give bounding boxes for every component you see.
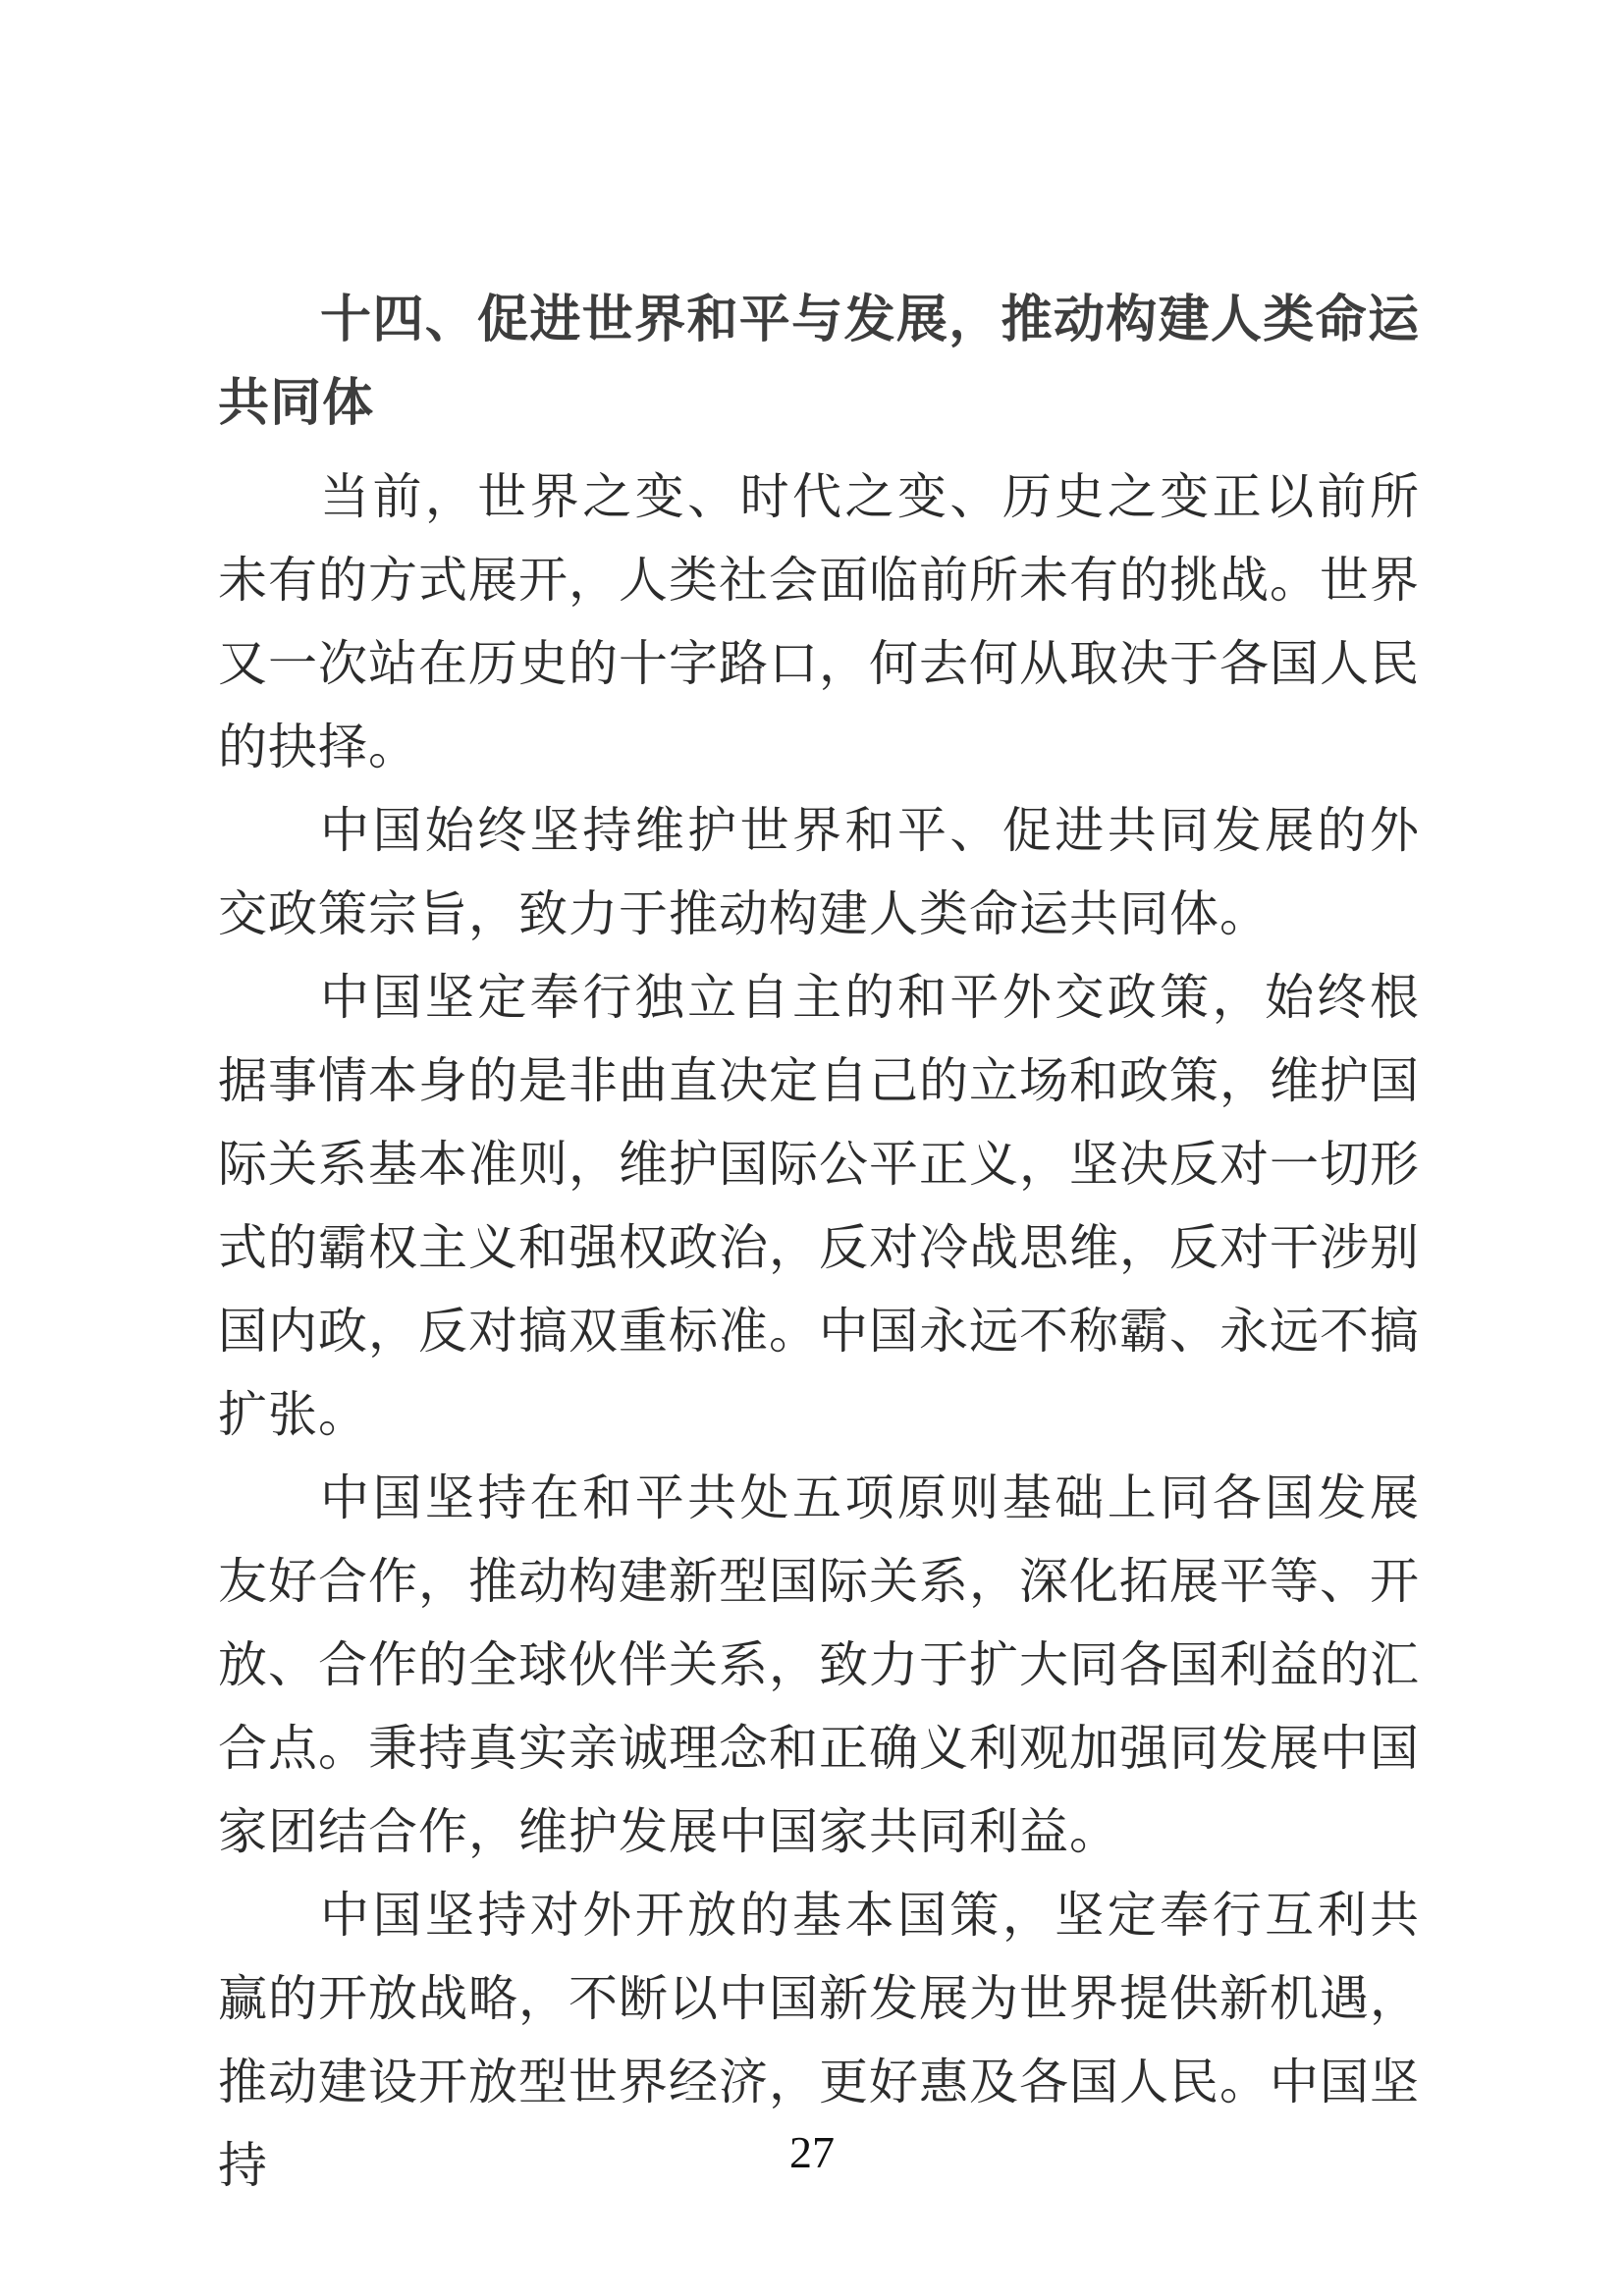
- paragraph-3: 中国坚定奉行独立自主的和平外交政策，始终根据事情本身的是非曲直决定自己的立场和政策，维护国际关系基本准则，维护国际公平正义，坚决反对一切形式的霸权主义和强权政治，反对冷战思维，反对干涉别国内政，反对搞双重标准。中国永远不称霸、永远不搞扩张。: [218, 970, 1420, 1442]
- page-number: 27: [789, 2127, 835, 2177]
- paragraph-2: 中国始终坚持维护世界和平、促进共同发展的外交政策宗旨，致力于推动构建人类命运共同体。: [218, 803, 1420, 941]
- paragraph-1: 当前，世界之变、时代之变、历史之变正以前所未有的方式展开，人类社会面临前所未有的挑战。世界又一次站在历史的十字路口，何去何从取决于各国人民的抉择。: [218, 469, 1420, 774]
- section-content: [218, 279, 1420, 2208]
- paragraph-4: 中国坚持在和平共处五项原则基础上同各国发展友好合作，推动构建新型国际关系，深化拓展平等、开放、合作的全球伙伴关系，致力于扩大同各国利益的汇合点。秉持真实亲诚理念和正确义利观加强同发展中国家团结合作，维护发展中国家共同利益。: [218, 1470, 1420, 1859]
- section-heading: 十四、促进世界和平与发展，推动构建人类命运共同体: [218, 292, 1420, 432]
- paragraph-5: 中国坚持对外开放的基本国策，坚定奉行互利共赢的开放战略，不断以中国新发展为世界提供新机遇，推动建设开放型世界经济，更好惠及各国人民。中国坚持: [218, 1888, 1420, 2193]
